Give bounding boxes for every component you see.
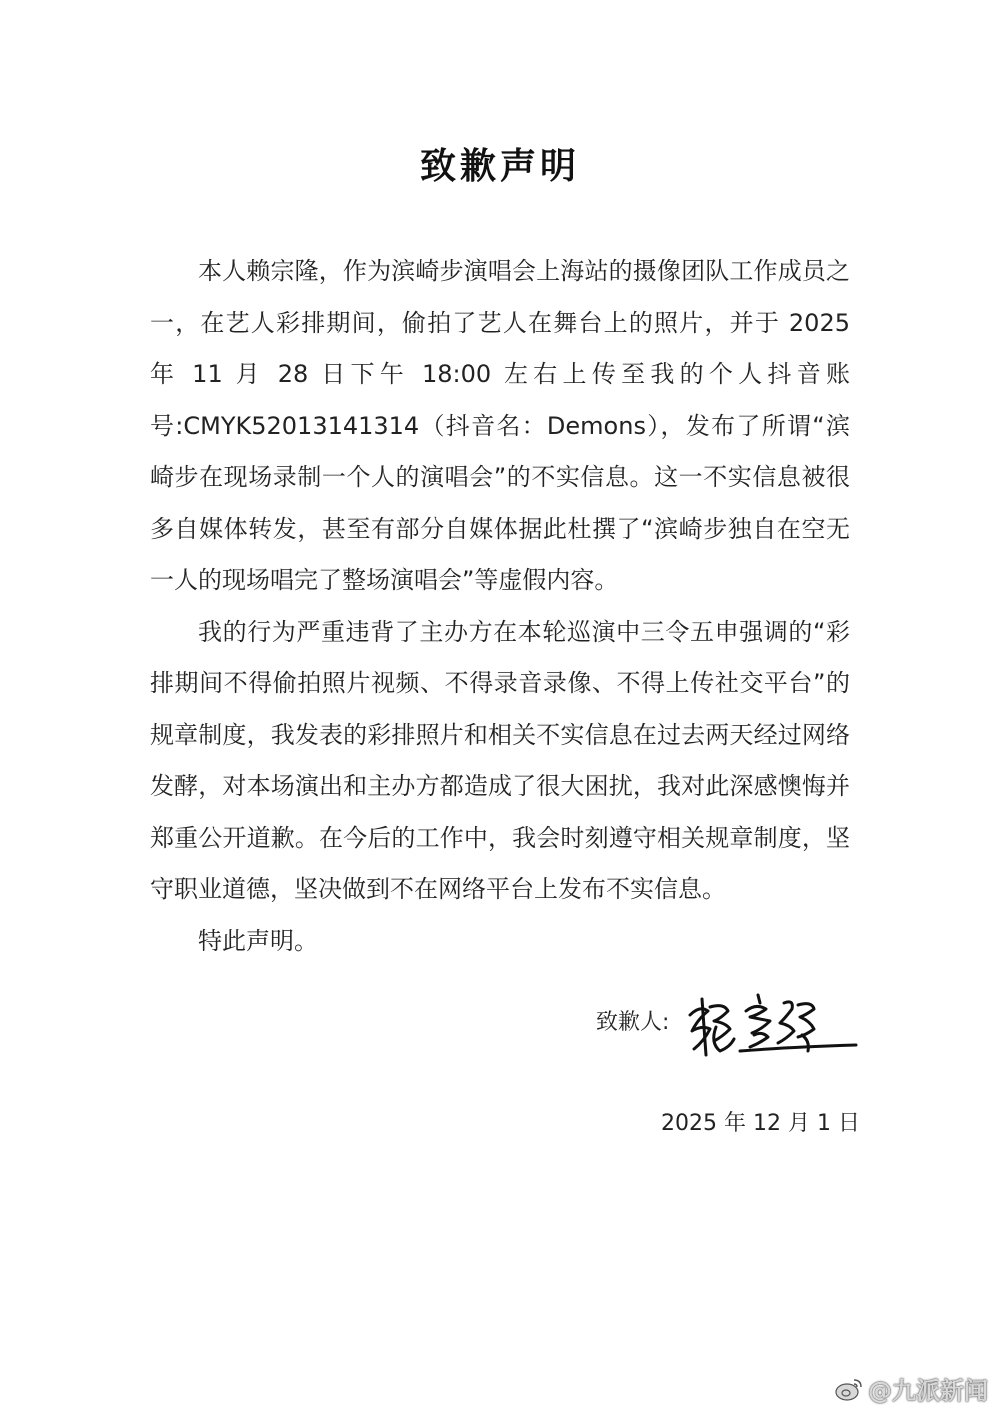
signature-label: 致歉人: [596, 1010, 670, 1035]
paragraph-1: 本人赖宗隆，作为滨崎步演唱会上海站的摄像团队工作成员之一，在艺人彩排期间，偷拍了艺人在舞台上的照片，并于 2025 年 11 月 28 日下午 18:00 左右上传至我的个人抖音账号:CMYK52013141314（抖音名：Demons），发布了所谓“滨崎步在现场录制一个人的演唱会”的不实信息。这一不实信息被很多自媒体转发，甚至有部分自媒体据此杜撰了“滨崎步独自在空无一人的现场唱完了整场演唱会”等虚假内容。 [150, 257, 850, 594]
document-title: 致歉声明 [419, 146, 580, 187]
paragraph-3: 特此声明。 [198, 926, 318, 955]
document-body [150, 246, 850, 967]
document-date: 2025 年 12 月 1 日 [661, 1111, 860, 1136]
watermark [834, 1371, 988, 1406]
handwritten-signature [680, 985, 860, 1065]
watermark-text: @九派新闻 [868, 1377, 988, 1405]
paragraph-2: 我的行为严重违背了主办方在本轮巡演中三令五申强调的“彩排期间不得偷拍照片视频、不得录音录像、不得上传社交平台”的规章制度，我发表的彩排照片和相关不实信息在过去两天经过网络发酵，对本场演出和主办方都造成了很大困扰，我对此深感懊悔并郑重公开道歉。在今后的工作中，我会时刻遵守相关规章制度，坚守职业道德，坚决做到不在网络平台上发布不实信息。 [150, 617, 850, 903]
weibo-icon [834, 1375, 864, 1403]
signature-block [590, 985, 870, 1065]
